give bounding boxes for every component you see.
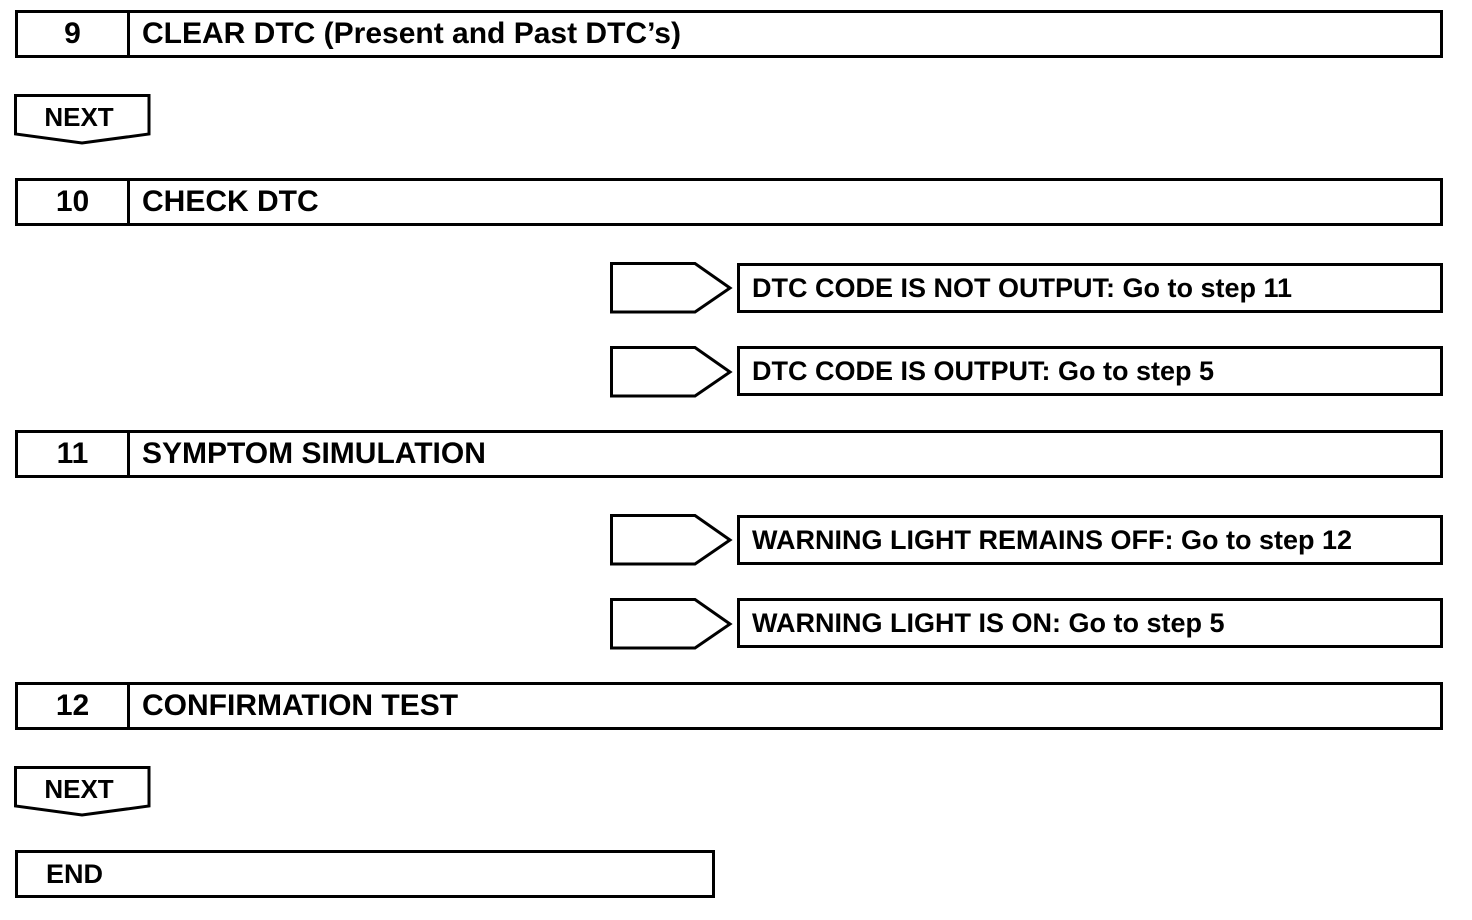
step-number: 11 <box>18 433 130 475</box>
step-number: 10 <box>18 181 130 223</box>
step-10-box <box>15 178 1443 226</box>
branch-arrow-icon <box>610 598 734 650</box>
next-arrow <box>14 94 152 146</box>
step-11-box <box>15 430 1443 478</box>
result-box: DTC CODE IS NOT OUTPUT: Go to step 11 <box>737 263 1443 313</box>
result-box: WARNING LIGHT REMAINS OFF: Go to step 12 <box>737 515 1443 565</box>
step-12-box <box>15 682 1443 730</box>
next-label: NEXT <box>44 774 114 804</box>
step-number: 12 <box>18 685 130 727</box>
step-title: SYMPTOM SIMULATION <box>142 437 486 470</box>
step-number: 9 <box>18 13 130 55</box>
branch-arrow-icon <box>610 346 734 398</box>
next-arrow <box>14 766 152 818</box>
branch-arrow-icon <box>610 514 734 566</box>
step-9-box <box>15 10 1443 58</box>
result-box: DTC CODE IS OUTPUT: Go to step 5 <box>737 346 1443 396</box>
next-label: NEXT <box>44 102 114 132</box>
step-title: CHECK DTC <box>142 185 319 218</box>
branch-arrow-icon <box>610 262 734 314</box>
result-box: WARNING LIGHT IS ON: Go to step 5 <box>737 598 1443 648</box>
end-box: END <box>15 850 715 898</box>
step-title: CLEAR DTC (Present and Past DTC’s) <box>142 17 681 50</box>
step-title: CONFIRMATION TEST <box>142 689 459 722</box>
